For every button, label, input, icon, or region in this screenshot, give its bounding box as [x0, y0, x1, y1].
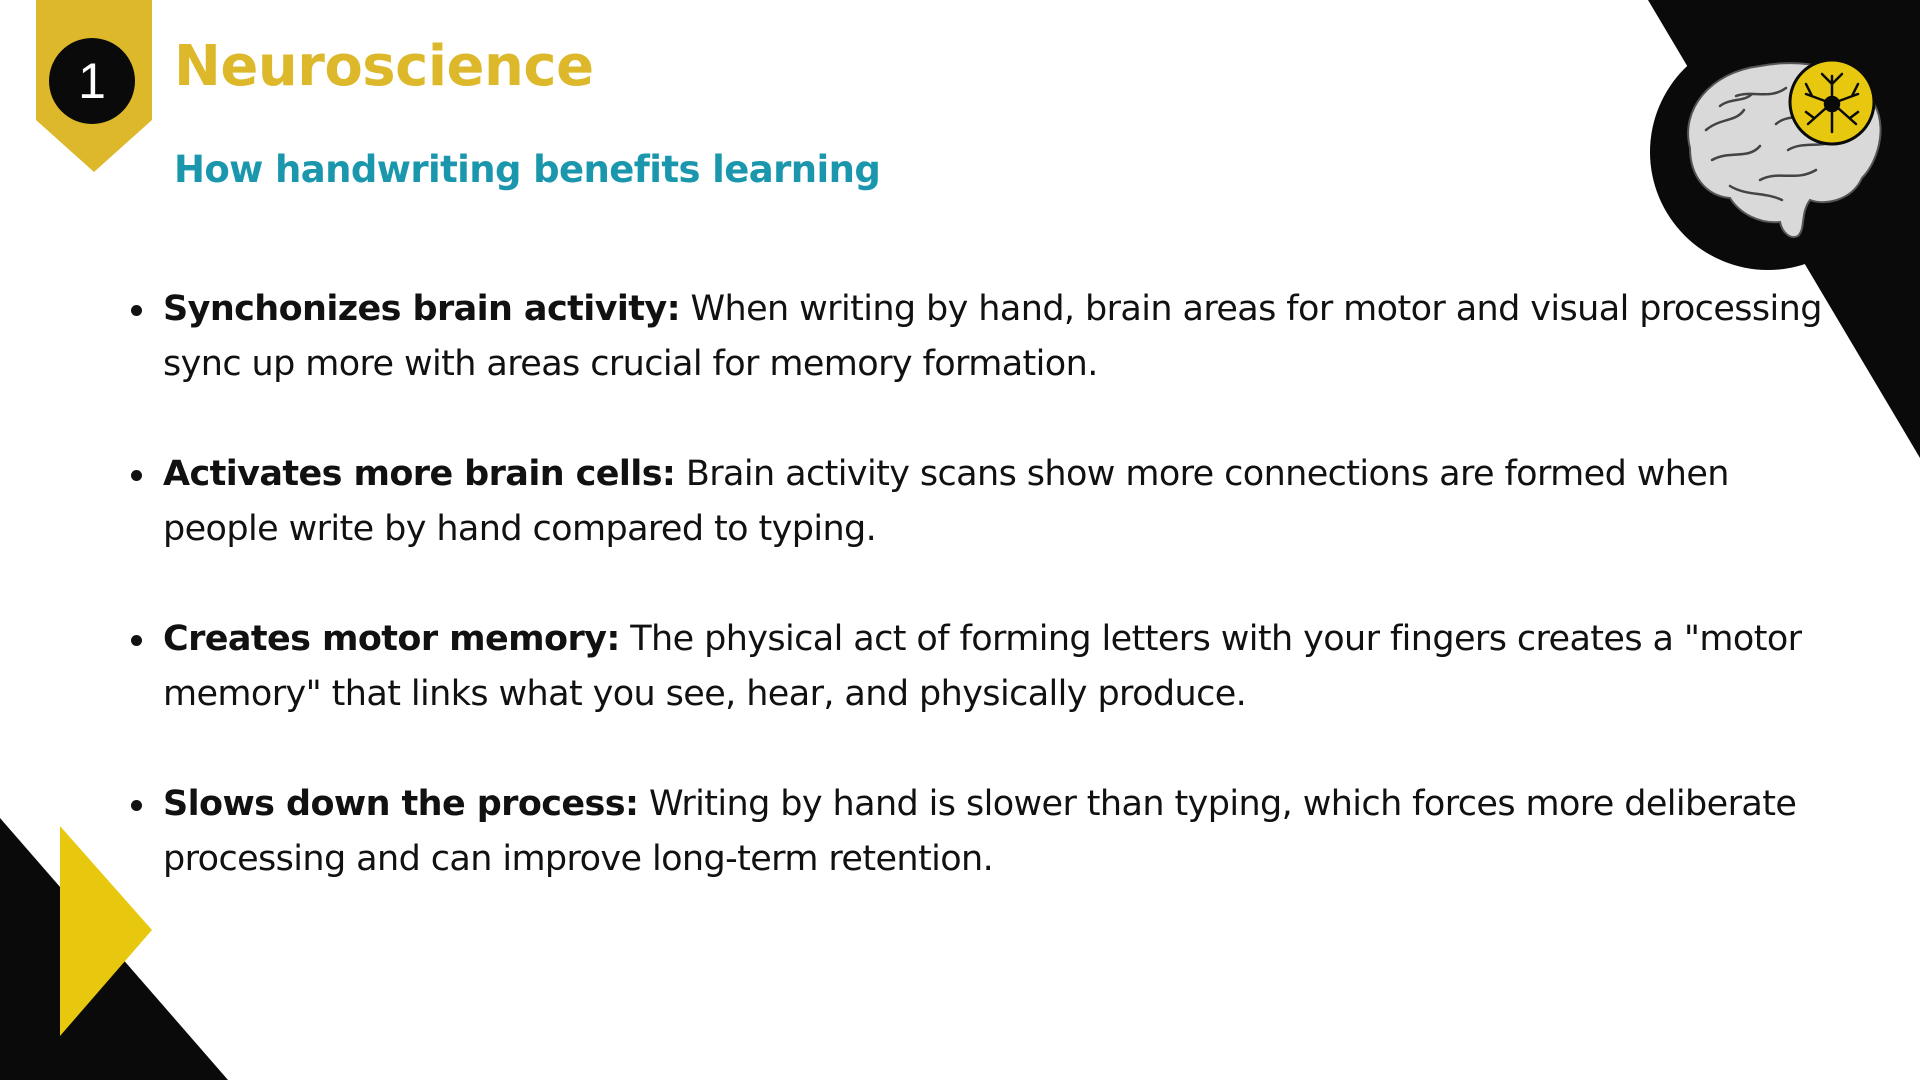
bullet-text: When writing by hand, brain areas for motor and visual processing sync up more with areas crucial for memory formation.: [163, 289, 1822, 384]
bullet-text: Brain activity scans show more connections are formed when people write by hand compared to typing.: [163, 454, 1729, 549]
bullet-lead: Synchonizes brain activity:: [163, 289, 680, 329]
bullet-dot: [131, 305, 142, 316]
bullet-text: Writing by hand is slower than typing, which forces more deliberate processing and can improve long-term retention.: [163, 784, 1797, 879]
bullet-item: [125, 447, 1825, 557]
bullet-lead: Slows down the process:: [163, 784, 639, 824]
slide-subtitle: How handwriting benefits learning: [174, 148, 881, 191]
bullet-lead: Creates motor memory:: [163, 619, 620, 659]
slide-title: Neuroscience: [174, 34, 594, 99]
bullet-item: [125, 612, 1825, 722]
bullet-text: The physical act of forming letters with your fingers creates a "motor memory" that links what you see, hear, and physically produce.: [163, 619, 1802, 714]
bullet-lead: Activates more brain cells:: [163, 454, 676, 494]
bullet-dot: [131, 635, 142, 646]
bullet-dot: [131, 800, 142, 811]
bullet-list: [125, 282, 1825, 942]
slide-number-badge: 1: [49, 38, 135, 124]
bullet-item: [125, 777, 1825, 887]
brain-illustration-icon: [1650, 34, 1886, 270]
bullet-item: [125, 282, 1825, 392]
bullet-dot: [131, 470, 142, 481]
